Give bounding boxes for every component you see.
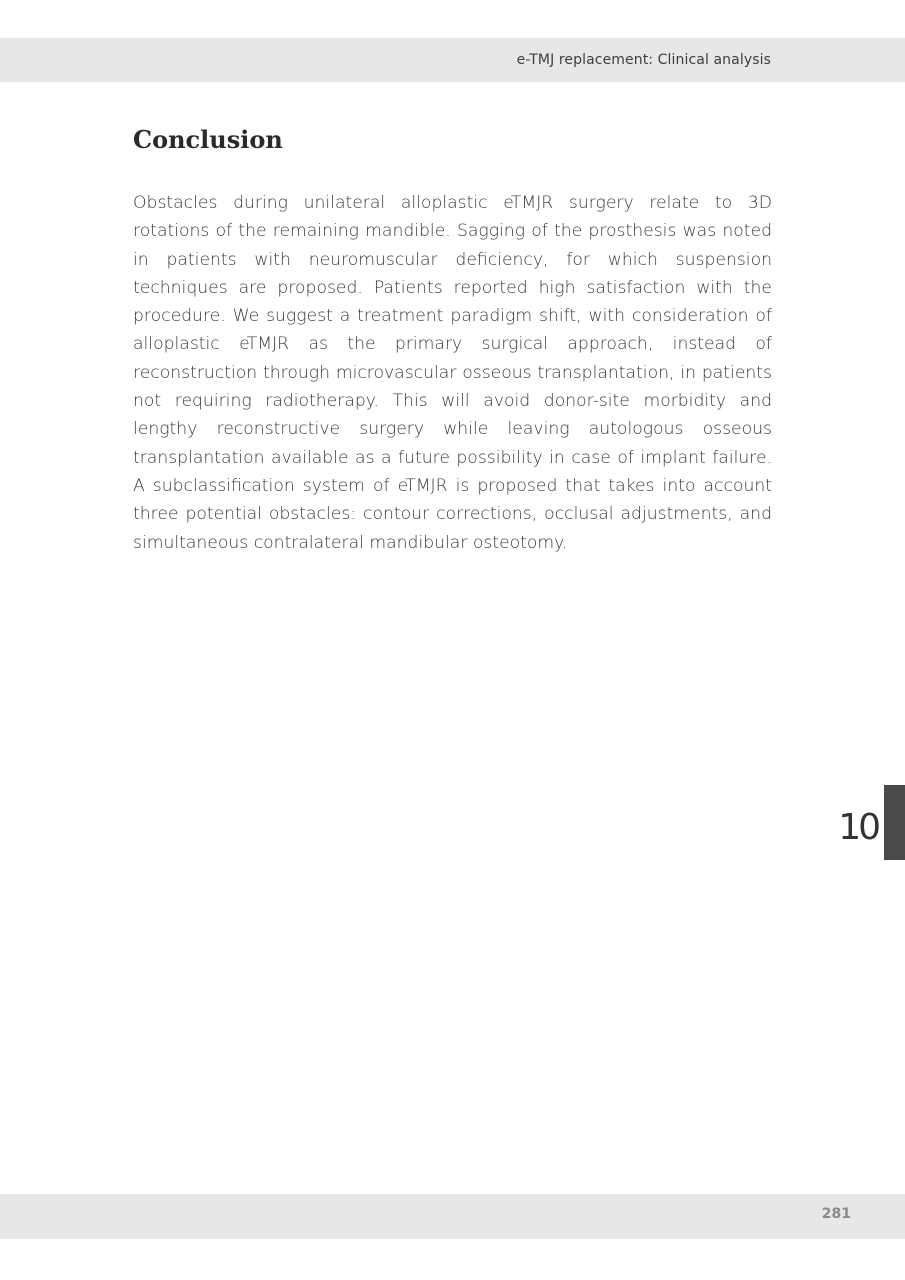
chapter-number: 10 [838,807,878,848]
running-head-title: e-TMJ replacement: Clinical analysis [516,52,771,68]
chapter-thumb-tab [884,785,905,860]
page-footer [0,1194,905,1239]
page-number: 281 [821,1206,851,1222]
running-header [0,38,905,82]
conclusion-paragraph: Obstacles during unilateral alloplastic eTMJR surgery relate to 3D rotations of the remaining mandible. Sagging of the prosthesis was noted in patients with neuromuscular deficiency, for which suspension techniques are proposed. Patients reported high satisfaction with the procedure. We suggest a treatment paradigm shift, with consideration of alloplastic eTMJR as the primary surgical approach, instead of reconstruction through microvascular osseous transplantation, in patients not requiring radiotherapy. This will avoid donor-site morbidity and lengthy reconstructive surgery while leaving autologous osseous transplantation available as a future possibility in case of implant failure. A subclassification system of eTMJR is proposed that takes into account three potential obstacles: contour corrections, occlusal adjustments, and simultaneous contralateral mandibular osteotomy. [133,193,772,553]
section-heading: Conclusion [133,125,283,154]
